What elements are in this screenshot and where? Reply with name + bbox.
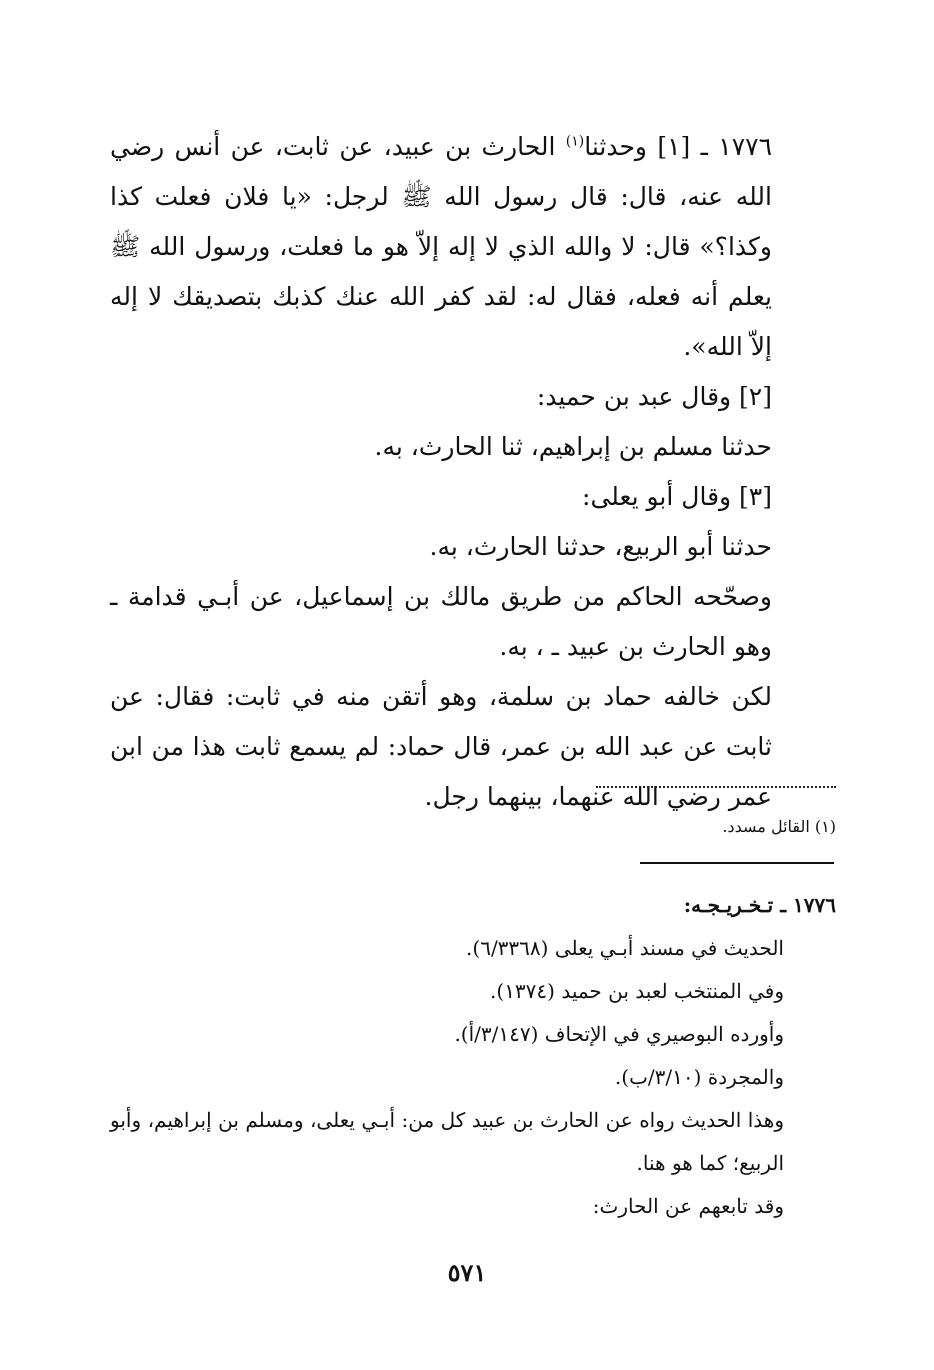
footnote-separator bbox=[596, 786, 836, 788]
footnote: (١) القائل مسدد. bbox=[722, 817, 836, 836]
takhrij-line: وفي المنتخب لعبد بن حميد (١٣٧٤). bbox=[490, 979, 784, 1003]
takhrij-line: وقد تابعهم عن الحارث: bbox=[592, 1194, 784, 1218]
hadith-paragraph bbox=[110, 122, 836, 372]
takhrij-line: والمجردة (٣/١٠/ب). bbox=[614, 1065, 784, 1089]
takhrij-line: وهذا الحديث رواه عن الحارث بن عبيد كل من: أبـي يعلى، ومسلم بن إبراهيم، وأبو الربيع؛ كما هو هنا. bbox=[110, 1108, 784, 1175]
paragraph-hakim: وصحّحه الحاكم من طريق مالك بن إسماعيل، عن أبـي قدامة ـ وهو الحارث بن عبيد ـ ، به. bbox=[110, 582, 772, 661]
section-rule bbox=[640, 862, 834, 864]
hadith-text: الحارث بن عبيد، عن ثابت، عن أنس رضي الله عنه، قال: قال رسول الله ﷺ لرجل: «يا فلان فعلت كذا وكذا؟» قال: لا والله الذي لا إله إلاّ هو ما فعلت، ورسول الله ﷺ يعلم أنه فعله، فقال له: لقد كفر الله عنك كذبك بتصديقك لا إله إلاّ الله». bbox=[110, 132, 772, 361]
takhrij-line: وأورده البوصيري في الإتحاف (٣/١٤٧/أ). bbox=[454, 1022, 784, 1046]
takhrij-section bbox=[110, 884, 836, 1228]
main-text bbox=[110, 122, 836, 822]
footnote-marker: (١) bbox=[565, 133, 585, 150]
takhrij-line: الحديث في مسند أبـي يعلى (٦/٣٣٦٨). bbox=[466, 936, 784, 960]
takhrij-heading: ١٧٧٦ ـ تـخـريـجـه: bbox=[683, 893, 836, 917]
hadith-number-line: ١٧٧٦ ـ [١] وحدثنا bbox=[584, 132, 772, 161]
paragraph-abu-yala: [٣] وقال أبو يعلى: bbox=[582, 482, 772, 511]
paragraph-chain-1: حدثنا مسلم بن إبراهيم، ثنا الحارث، به. bbox=[374, 432, 772, 461]
paragraph-hammad: لكن خالفه حماد بن سلمة، وهو أتقن منه في ثابت: فقال: عن ثابت عن عبد الله بن عمر، قال حماد: لم يسمع ثابت هذا من ابن عمر رضي الله عنهما، بينهما رجل. bbox=[110, 682, 772, 811]
paragraph-chain-2: حدثنا أبو الربيع، حدثنا الحارث، به. bbox=[429, 532, 772, 561]
paragraph-abd-bin-humaid: [٢] وقال عبد بن حميد: bbox=[536, 382, 772, 411]
page-number: ٥٧١ bbox=[447, 1258, 487, 1287]
